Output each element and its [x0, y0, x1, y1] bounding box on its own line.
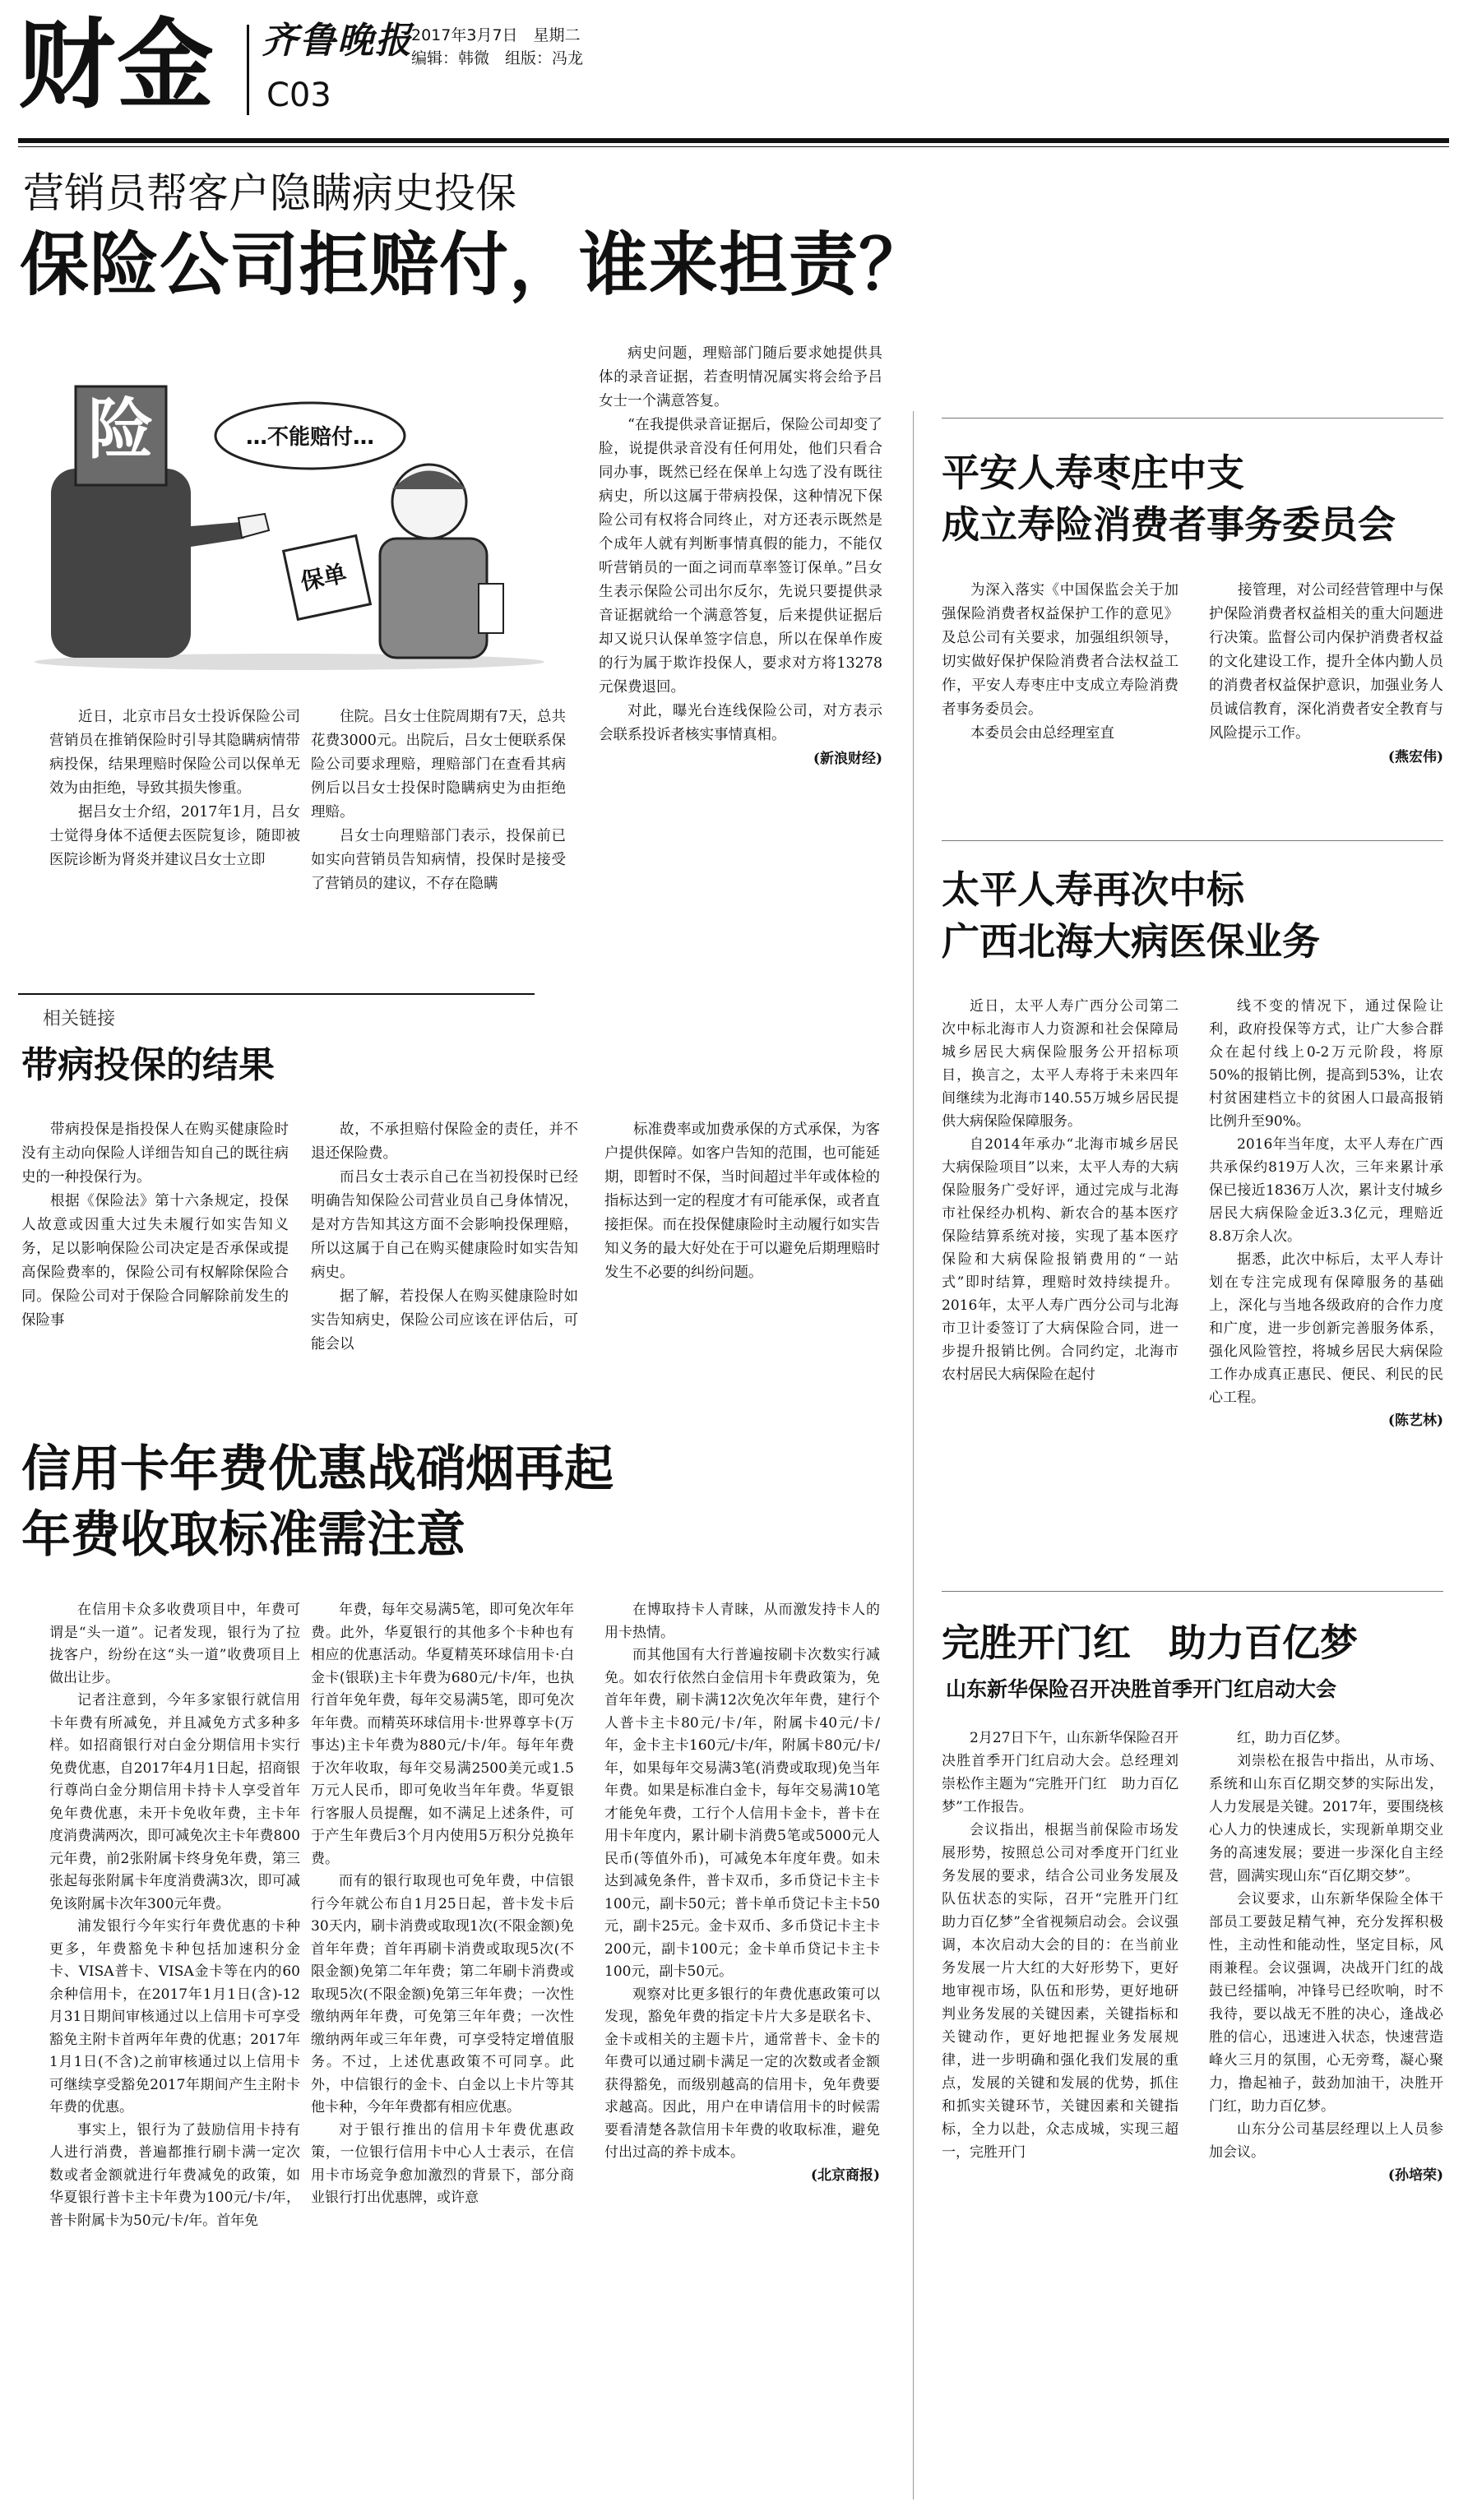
creditcard-col2-p1: 年费，每年交易满5笔，即可免次年年费。此外，华夏银行的其他多个卡种也有相应的优惠活动。华夏精英环球信用卡·白金卡(银联)主卡年费为680元/卡/年，也执行首年免年费，每年交易满5笔，即可免次年年费。而精英环球信用卡·世界尊享卡(万事达)主卡年费为880元/卡/年。每年年费于次年收取，每年交易满2500美元或1.5万元人民币，即可免收当年年费。华夏银行客服人员提醒，如不满足上述条件，可于产生年费后3个月内使用5万积分兑换年费。	[311, 1602, 574, 1867]
xinhua-col2-p2: 刘崇松在报告中指出，从市场、系统和山东百亿期交梦的实际出发，人力发展是关键。2017年，要围绕核心人力的快速成长，实现新单期交业务的高速发展；要进一步深化自主经营，圆满实现山东“百亿期交梦”。	[1209, 1753, 1443, 1884]
masthead-divider	[247, 25, 249, 115]
issue-date: 2017年3月7日 星期二	[411, 26, 581, 44]
xinhua-credit: (孙培荣)	[1387, 2167, 1443, 2184]
creditcard-col1-p4: 事实上，银行为了鼓励信用卡持有人进行消费，普遍都推行刷卡满一定次数或者金额就进行年费减免的政策，如华夏银行普卡主卡年费为100元/卡/年，普卡附属卡为50元/卡/年。首年免	[49, 2121, 300, 2229]
lead-col2-p2: 吕女士向理赔部门表示，投保前已如实向营销员告知病情，投保时是接受了营销员的建议，不存在隐瞒	[311, 828, 566, 892]
related-col2-p1: 故，不承担赔付保险金的责任，并不退还保险费。	[311, 1121, 578, 1162]
pingan-col1	[942, 579, 1179, 746]
related-rule	[18, 993, 535, 995]
related-col2	[311, 1118, 578, 1357]
taiping-col2-p2: 2016年当年度，太平人寿在广西共承保约819万人次，三年来累计承保已接近1836万人次，累计支付城乡居民大病保险金近3.3亿元，理赔近8.8万余人次。	[1209, 1136, 1443, 1245]
taiping-col1-p1: 近日，太平人寿广西分公司第二次中标北海市人力资源和社会保障局城乡居民大病保险服务公开招标项目，换言之，太平人寿将于未来四年间继续为北海市140.55万城乡居民提供大病保险保障服务。	[942, 998, 1179, 1130]
page-number: C03	[266, 76, 331, 114]
pingan-col2-p1: 接管理，对公司经营管理中与保护保险消费者权益相关的重大问题进行决策。监督公司内保护消费者权益的文化建设工作，提升全体内勤人员的消费者权益保护意识，加强业务人员诚信教育，深化消费者安全教育与风险提示工作。	[1209, 582, 1443, 742]
creditcard-headline-2: 年费收取标准需注意	[21, 1506, 465, 1564]
lead-col1-p2: 据吕女士介绍，2017年1月，吕女士觉得身体不适便去医院复诊，随即被医院诊断为肾炎并建议吕女士立即	[49, 804, 300, 868]
sign-text: 险	[88, 391, 154, 468]
xinhua-col1	[942, 1727, 1192, 2164]
xinhua-col2	[1209, 1727, 1443, 2187]
creditcard-col1-p2: 记者注意到，今年多家银行就信用卡年费有所减免，并且减免方式多种多样。如招商银行对白金分期信用卡实行免费优惠，自2017年4月1日起，招商银行尊尚白金分期信用卡持卡人享受首年免年费优惠，未开卡免收年费，主卡年度消费满两次，即可减免次主卡年费800元年费，前2张附属卡终身免年费，第三张起每张附属卡年度消费满3次，即可减免该附属卡次年300元年费。	[49, 1692, 300, 1912]
lead-illustration	[18, 337, 569, 670]
masthead-rule-thin	[18, 146, 1449, 147]
lead-col3-p3: 对此，曝光台连线保险公司，对方表示会联系投诉者核实事情真相。	[599, 703, 882, 743]
taiping-headline-2: 广西北海大病医保业务	[942, 919, 1320, 964]
lead-kicker: 营销员帮客户隐瞒病史投保	[23, 169, 516, 217]
lead-credit: (新浪财经)	[813, 751, 882, 767]
lead-col1-p1: 近日，北京市吕女士投诉保险公司营销员在推销保险时引导其隐瞒病情带病投保，结果理赔时保险公司以保单无效为由拒绝，导致其损失惨重。	[49, 709, 300, 797]
related-col1	[21, 1118, 289, 1333]
taiping-col2	[1209, 995, 1443, 1432]
lead-col2-p1: 住院。吕女士住院周期有7天，总共花费3000元。出院后，吕女士便联系保险公司要求理赔，理赔部门在查看其病例后以吕女士投保时隐瞒病史为由拒绝理赔。	[311, 709, 566, 821]
creditcard-col1-p1: 在信用卡众多收费项目中，年费可谓是“头一道”。记者发现，银行为了拉拢客户，纷纷在这“头一道”收费项目上做出让步。	[49, 1602, 300, 1686]
pingan-headline-2: 成立寿险消费者事务委员会	[942, 502, 1396, 547]
lead-col3	[599, 342, 882, 771]
related-col3-p1: 标准费率或加费承保的方式承保，为客户提供保障。如客户告知的范围，也可能延期，即暂时不保，当时间超过半年或体检的指标达到一定的程度才有可能承保，或者直接拒保。而在投保健康险时主动履行如实告知义务的最大好处在于可以避免后期理赔时发生不必要的纠纷问题。	[604, 1121, 880, 1281]
related-col3	[604, 1118, 880, 1285]
pingan-col2	[1209, 579, 1443, 770]
related-col2-p2: 而吕女士表示自己在当初投保时已经明确告知保险公司营业员自己身体情况，是对方告知其这方面不会影响投保理赔，所以这属于自己在购买健康险时如实告知病史。	[311, 1169, 578, 1281]
taiping-col1-p2: 自2014年承办“北海市城乡居民大病保险项目”以来，太平人寿的大病保险服务广受好评，通过完成与北海市社保经办机构、新农合的基本医疗保险结算系统对接，实现了基本医疗保险和大病保险报销费用的“一站式”即时结算，理赔时效持续提升。2016年，太平人寿广西分公司与北海市卫计委签订了大病保险合同，进一步提升报销比例。合同约定，北海市农村居民大病保险在起付	[942, 1136, 1179, 1383]
related-col1-p1: 带病投保是指投保人在购买健康险时没有主动向保险人详细告知自己的既往病史的一种投保行为。	[21, 1121, 289, 1186]
lead-headline: 保险公司拒赔付，谁来担责？	[20, 224, 929, 305]
xinhua-subheadline: 山东新华保险召开决胜首季开门红启动大会	[946, 1677, 1337, 1701]
lead-col2	[311, 705, 566, 896]
xinhua-headline: 完胜开门红 助力百亿梦	[942, 1621, 1358, 1665]
related-col1-p2: 根据《保险法》第十六条规定，投保人故意或因重大过失未履行如实告知义务，足以影响保险公司决定是否承保或提高保险费率的，保险公司有权解除保险合同。保险公司对于保险合同解除前发生的保险事	[21, 1193, 289, 1329]
pingan-headline-1: 平安人寿枣庄中支	[942, 451, 1244, 495]
creditcard-col3-p3: 观察对比更多银行的年费优惠政策可以发现，豁免年费的指定卡片大多是联名卡、金卡或相关的主题卡片，通常普卡、金卡的年费可以通过刷卡满足一定的次数或者金额获得豁免，而级别越高的信用卡，免年费要求越高。因此，用户在申请信用卡的时候需要看清楚各款信用卡年费的收取标准，避免付出过高的养卡成本。	[604, 1986, 880, 2161]
xinhua-col1-p1: 2月27日下午，山东新华保险召开决胜首季开门红启动大会。总经理刘崇松作主题为“完胜开门红 助力百亿梦”工作报告。	[942, 1730, 1179, 1815]
creditcard-col1	[49, 1599, 300, 2232]
taiping-headline-1: 太平人寿再次中标	[942, 867, 1244, 912]
creditcard-col3-p1: 在博取持卡人青睐，从而激发持卡人的用卡热情。	[604, 1602, 880, 1641]
creditcard-col3	[604, 1599, 880, 2187]
creditcard-col2-p3: 对于银行推出的信用卡年费优惠政策，一位银行信用卡中心人士表示，在信用卡市场竞争愈加激烈的背景下，部分商业银行打出优惠牌，或许意	[311, 2121, 574, 2206]
creditcard-credit: (北京商报)	[810, 2166, 880, 2184]
taiping-credit: (陈艺林)	[1387, 1413, 1443, 1429]
xinhua-top-rule	[942, 1591, 1443, 1592]
related-label: 相关链接	[43, 1009, 116, 1029]
policy-doc-text: 保单	[298, 559, 350, 596]
creditcard-col1-p3: 浦发银行今年实行年费优惠的卡种更多，年费豁免卡种包括加速积分金卡、VISA普卡、VISA金卡等在内的60余种信用卡，在2017年1月1日(含)-12月31日期间审核通过以上信用卡可享受豁免主附卡首两年年费的优惠；2017年1月1日(不含)之前审核通过以上信用卡可继续享受豁免2017年期间产生主附卡年费的优惠。	[49, 1918, 300, 2115]
creditcard-col3-p2: 而其他国有大行普遍按刷卡次数实行减免。如农行依然白金信用卡年费政策为，免首年年费，刷卡满12次免次年年费，建行个人普卡主卡80元/卡/年，附属卡40元/卡/年，金卡主卡160元/卡/年，附属卡80元/卡/年，如果每年交易满3笔(消费或取现)免当年年费。如果是标准白金卡，每年交易满10笔才能免年费，工行个人信用卡金卡，普卡在用卡年度内，累计刷卡消费5笔或5000元人民币(等值外币)，可减免本年度年费。如未达到减免条件，普卡双币，多币贷记卡主卡100元，副卡50元；普卡单币贷记卡主卡50元，副卡25元。金卡双币、多币贷记卡主卡200元，副卡100元；金卡单币贷记卡主卡100元，副卡50元。	[604, 1647, 880, 1980]
creditcard-col2-p2: 而有的银行取现也可免年费，中信银行今年就公布自1月25日起，普卡发卡后30天内，刷卡消费或取现1次(不限金额)免首年年费；首年再刷卡消费或取现5次(不限金额)免第二年年费；第二年刷卡消费或取现5次(不限金额)免第三年年费；一次性缴纳两年年费，可免第三年年费；一次性缴纳两年或三年年费，可享受特定增值服务。不过，上述优惠政策不可同享。此外，中信银行的金卡、白金以上卡片等其他卡种，今年年费都有相应优惠。	[311, 1873, 574, 2115]
bubble-text: …不能赔付…	[245, 425, 375, 450]
taiping-col1	[942, 995, 1179, 1386]
xinhua-col2-p1: 红，助力百亿梦。	[1237, 1730, 1349, 1746]
xinhua-col2-p3: 会议要求，山东新华保险全体干部员工要鼓足精气神，充分发挥积极性，主动性和能动性，坚定目标，风雨兼程。会议强调，决战开门红的战鼓已经擂响，冲锋号已经吹响，时不我待，要以战无不胜的决心，逢战必胜的信心，迅速进入状态，快速营造峰火三月的氛围，心无旁骛，凝心聚力，撸起袖子，鼓劲加油干，决胜开门红，助力百亿梦。	[1209, 1891, 1443, 2115]
taiping-col2-p1: 线不变的情况下，通过保险让利，政府投保等方式，让广大参合群众在起付线上0-2万元阶段，将原50%的报销比例，提高到53%，让农村贫困建档立卡的贫困人口最高报销比例升至90%。	[1209, 998, 1443, 1130]
vertical-divider	[913, 411, 914, 2499]
newspaper-logo: 齐鲁晚报	[262, 20, 413, 62]
section-title: 财金	[18, 8, 216, 122]
lead-col3-p1: 病史问题，理赔部门随后要求她提供具体的录音证据，若查明情况属实将会给予吕女士一个满意答复。	[599, 345, 882, 409]
masthead-rule	[18, 138, 1449, 143]
lead-col1	[49, 705, 300, 872]
pingan-col1-p2: 本委员会由总经理室直	[970, 725, 1114, 742]
creditcard-headline-1: 信用卡年费优惠战硝烟再起	[21, 1440, 614, 1498]
lead-col3-p2: “在我提供录音证据后，保险公司却变了脸，说提供录音没有任何用处，他们只看合同办事，既然已经在保单上勾选了没有既往病史，所以这属于带病投保，这种情况下保险公司有权将合同终止，对方还表示既然是个成年人就有判断事情真假的能力，不能仅听营销员的一面之词而草率签订保单。”吕女生表示保险公司出尔反尔，先说只要提供录音证据就给一个满意答复，后来提供证据后却又说只认保单签字信息，所以在保单作废的行为属于欺诈投保人，要求对方将13278元保费退回。	[599, 417, 882, 696]
related-title: 带病投保的结果	[21, 1044, 275, 1086]
xinhua-col2-p4: 山东分公司基层经理以上人员参加会议。	[1209, 2121, 1443, 2161]
pingan-credit: (燕宏伟)	[1387, 749, 1443, 765]
creditcard-col2	[311, 1599, 574, 2210]
taiping-top-rule	[942, 840, 1443, 841]
xinhua-col1-p2: 会议指出，根据当前保险市场发展形势，按照总公司对季度开门红业务发展的要求，结合公司业务发展及队伍状态的实际，召开“完胜开门红 助力百亿梦”全省视频启动会。会议强调，本次启动大会的目的：在当前业务发展一片大红的大好形势下，更好地审视市场，队伍和形势，更好地研判业务发展的关键因素，关键指标和关键动作，更好地把握业务发展规律，进一步明确和强化我们发展的重点，发展的关键和发展的优势，抓住和抓实关键环节，关键因素和关键指标，全力以赴，众志成城，实现三超一，完胜开门	[942, 1822, 1192, 2161]
pingan-col1-p1: 为深入落实《中国保监会关于加强保险消费者权益保护工作的意见》及总公司有关要求，加强组织领导，切实做好保护保险消费者合法权益工作，平安人寿枣庄中支成立寿险消费者事务委员会。	[942, 582, 1179, 718]
taiping-col2-p3: 据悉，此次中标后，太平人寿计划在专注完成现有保障服务的基础上，深化与当地各级政府的合作力度和广度，进一步创新完善服务体系，强化风险管控，将城乡居民大病保险工作办成真正惠民、便民、利民的民心工程。	[1209, 1251, 1443, 1406]
related-col2-p3: 据了解，若投保人在购买健康险时如实告知病史，保险公司应该在评估后，可能会以	[311, 1288, 578, 1352]
editors-line: 编辑：韩微 组版：冯龙	[411, 49, 584, 67]
